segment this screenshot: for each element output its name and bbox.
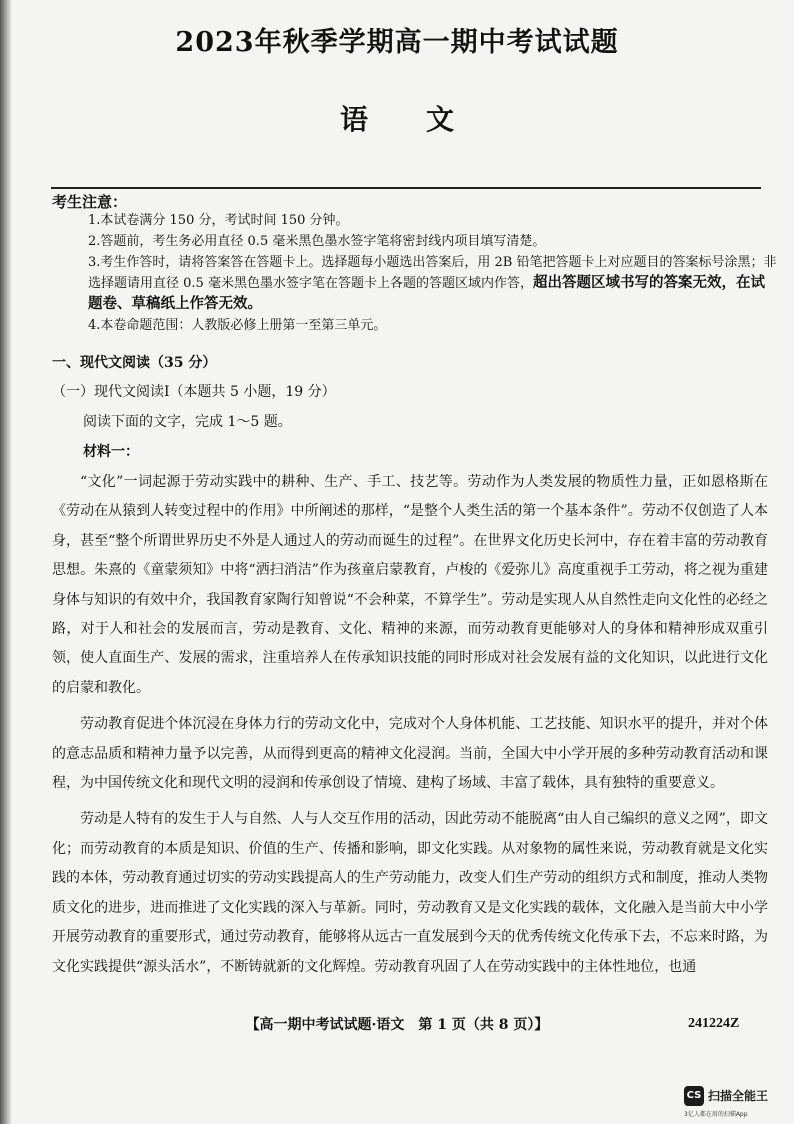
exam-title: 2023年秋季学期高一期中考试试题 xyxy=(175,27,619,58)
sub-section-heading: （一）现代文阅读Ⅰ（本题共 5 小题，19 分） xyxy=(52,384,336,400)
notice-item-text: 1.本试卷满分 150 分，考试时间 150 分钟。 xyxy=(88,213,349,228)
reading-passage xyxy=(52,468,768,989)
camscanner-icon: CS xyxy=(684,1086,704,1106)
subject-title: 语文 xyxy=(339,103,512,136)
material-label: 材料一： xyxy=(83,444,139,460)
scanner-name: 扫描全能王 xyxy=(708,1089,769,1103)
scanner-watermark xyxy=(684,1086,794,1120)
scanner-tagline: 3亿人都在用的扫描App xyxy=(684,1111,748,1118)
notice-list xyxy=(88,210,778,336)
notice-item-2 xyxy=(88,231,778,252)
passage-paragraph: 劳动是人特有的发生于人与自然、人与人交互作用的活动，因此劳动不能脱离“由人自己编织的意义之网”，即文化；而劳动教育的本质是知识、价值的生产、传播和影响，即文化实践。从对象物的属性来说，劳动教育就是文化实践的本体，劳动教育通过切实的劳动实践提高人的生产劳动能力，改变人们生产劳动的组织方式和制度，推动人类物质文化的进步，进而推进了文化实践的深入与革新。同时，劳动教育又是文化实践的载体，文化融入是当前大中小学开展劳动教育的重要形式，通过劳动教育，能够将从远古一直发展到今天的优秀传统文化传承下去，不忘来时路，为文化实践提供“源头活水”，不断铸就新的文化辉煌。劳动教育巩固了人在劳动实践中的主体性地位，也通 xyxy=(52,811,768,975)
passage-paragraph: 劳动教育促进个体沉浸在身体力行的劳动文化中，完成对个人身体机能、工艺技能、知识水平的提升，并对个体的意志品质和精神力量予以完善，从而得到更高的精神文化浸润。当前，全国大中小学开展的多种劳动教育活动和课程，为中国传统文化和现代文明的浸润和传承创设了情境、建构了场域、丰富了载体，具有独特的重要意义。 xyxy=(52,716,768,792)
header-divider xyxy=(51,187,761,189)
notice-emphasis: 超出答题区域书写的答案无效，在试题卷、草稿纸上作答无效。 xyxy=(88,275,765,312)
notice-item-1 xyxy=(88,210,778,231)
passage-paragraph: “文化”一词起源于劳动实践中的耕种、生产、手工、技艺等。劳动作为人类发展的物质性力量，正如恩格斯在《劳动在从猿到人转变过程中的作用》中所阐述的那样，“是整个人类生活的第一个基本条件”。劳动不仅创造了人本身，甚至“整个所谓世界历史不外是人通过人的劳动而诞生的过程”。在世界文化历史长河中，存在着丰富的劳动教育思想。朱熹的《童蒙须知》中将“洒扫消洁”作为孩童启蒙教育，卢梭的《爱弥儿》高度重视手工劳动，将之视为重建身体与知识的有效中介，我国教育家陶行知曾说“不会种菜，不算学生”。劳动是实现人从自然性走向文化性的必经之路，对于人和社会的发展而言，劳动是教育、文化、精神的来源，而劳动教育更能够对人的身体和精神形成双重引领，使人直面生产、发展的需求，注重培养人在传承知识技能的同时形成对社会发展有益的文化知识，以此进行文化的启蒙和教化。 xyxy=(52,474,768,696)
notice-item-4 xyxy=(88,315,778,336)
section-heading: 一、现代文阅读（35 分） xyxy=(52,355,217,371)
page-footer: 【高一期中考试试题·语文 第 1 页（共 8 页）】 xyxy=(245,1017,549,1033)
notice-item-3 xyxy=(88,252,778,315)
binding-edge-shadow xyxy=(0,0,12,1124)
notice-item-text: 3.考生作答时，请将答案答在答题卡上。选择题每小题选出答案后，用 2B 铅笔把答题卡上对应题目的答案标号涂黑；非选择题请用直径 0.5 毫米黑色墨水签字笔在答题卡上各题的答题区域内作答， xyxy=(88,255,777,291)
notice-title: 考生注意： xyxy=(52,193,128,211)
notice-item-text: 4.本卷命题范围：人教版必修上册第一至第三单元。 xyxy=(88,318,387,333)
reading-instruction: 阅读下面的文字，完成 1～5 题。 xyxy=(83,414,292,430)
paper-code: 241224Z xyxy=(688,1016,740,1031)
notice-item-text: 2.答题前，考生务必用直径 0.5 毫米黑色墨水签字笔将密封线内项目填写清楚。 xyxy=(88,234,546,249)
